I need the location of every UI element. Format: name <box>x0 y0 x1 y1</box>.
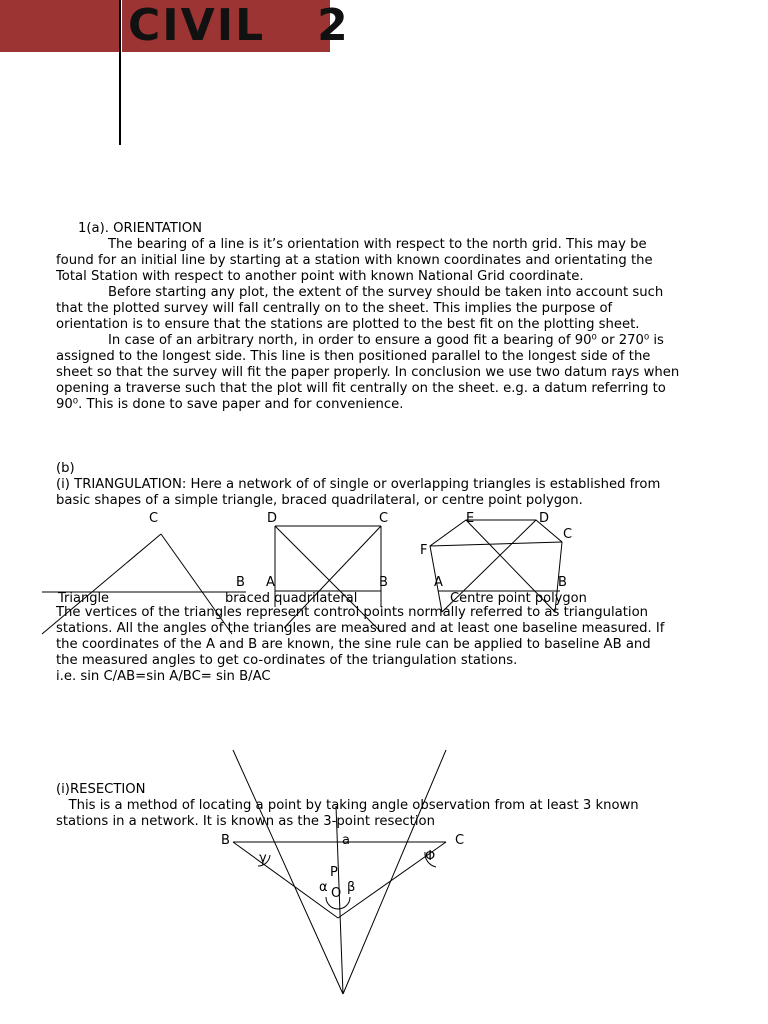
triangle-caption: Triangle <box>58 591 110 606</box>
quad-label-b: B <box>379 575 388 590</box>
resection-label-alpha: α <box>319 880 328 895</box>
paragraph-line: found for an initial line by starting at a station with known coordinates and orientating the <box>56 253 653 268</box>
polygon-label-d: D <box>539 511 550 526</box>
paragraph-line: assigned to the longest side. This line is then positioned parallel to the longest side of the <box>56 349 651 364</box>
paragraph-line: basic shapes of a simple triangle, braced quadrilateral, or centre point polygon. <box>56 493 583 508</box>
resection-label-o: O <box>331 886 342 901</box>
paragraph-line: the measured angles to get co-ordinates of the triangulation stations. <box>56 653 518 668</box>
paragraph-line: orientation is to ensure that the stations are plotted to the best fit on the plotting sheet. <box>56 317 640 332</box>
quad-caption: braced quadrilateral <box>225 591 358 606</box>
triangle-label-b: B <box>236 575 245 590</box>
polygon-label-e: E <box>466 511 475 526</box>
polygon-label-c: C <box>563 527 573 542</box>
paragraph-line: sheet so that the survey will fit the paper properly. In conclusion we use two datum rays when <box>56 365 680 380</box>
triangle-label-c: C <box>149 511 159 526</box>
paragraph-line: stations. All the angles of the triangles are measured and at least one baseline measured. If <box>56 621 665 636</box>
section-b-label: (b) <box>56 461 75 476</box>
page-title: CIVIL 2 <box>128 0 350 51</box>
paragraph-line: (i) TRIANGULATION: Here a network of of single or overlapping triangles is established from <box>56 477 661 492</box>
quad-label-a: A <box>266 575 275 590</box>
paragraph-line: In case of an arbitrary north, in order to ensure a good fit a bearing of 90⁰ or 270⁰ is <box>108 333 664 348</box>
centre-point-polygon-diagram <box>420 511 587 612</box>
polygon-label-f: F <box>420 543 428 558</box>
paragraph-line: This is a method of locating a point by taking angle observation from at least 3 known <box>56 798 639 813</box>
quad-label-c: C <box>379 511 389 526</box>
paragraph-line: opening a traverse such that the plot will fit centrally on the sheet. e.g. a datum referring to <box>56 381 666 396</box>
header-divider <box>119 0 121 145</box>
resection-label-p: P <box>330 865 338 880</box>
paragraph-line: The vertices of the triangles represent control points normally referred to as triangulation <box>56 605 648 620</box>
resection-label-phi: Φ <box>425 849 436 864</box>
resection-label-beta: β <box>347 880 356 895</box>
paragraph-line: Before starting any plot, the extent of the survey should be taken into account such <box>108 285 664 300</box>
paragraph-line: The bearing of a line is it’s orientation with respect to the north grid. This may be <box>108 237 647 252</box>
paragraph-line: Total Station with respect to another point with known National Grid coordinate. <box>56 269 584 284</box>
resection-heading: (i)RESECTION <box>56 782 146 797</box>
resection-label-c: C <box>455 833 465 848</box>
resection-label-gamma: γ <box>259 851 267 866</box>
sine-rule-formula: i.e. sin C/AB=sin A/BC= sin B/AC <box>56 669 271 684</box>
resection-label-a: a <box>342 833 350 848</box>
header-banner-left <box>0 0 120 52</box>
paragraph-line: that the plotted survey will fall centrally on to the sheet. This implies the purpose of <box>56 301 613 316</box>
quad-label-d: D <box>267 511 278 526</box>
paragraph-line: 90⁰. This is done to save paper and for convenience. <box>56 397 404 412</box>
section-a-heading: 1(a). ORIENTATION <box>78 221 202 236</box>
polygon-label-b: B <box>558 575 567 590</box>
resection-figure <box>0 745 768 1000</box>
paragraph-line: the coordinates of the A and B are known, the sine rule can be applied to baseline AB and <box>56 637 651 652</box>
polygon-label-a: A <box>434 575 443 590</box>
paragraph-line: stations in a network. It is known as the 3-point resection <box>56 814 435 829</box>
resection-label-b: B <box>221 833 230 848</box>
polygon-caption: Centre point polygon <box>450 591 587 606</box>
